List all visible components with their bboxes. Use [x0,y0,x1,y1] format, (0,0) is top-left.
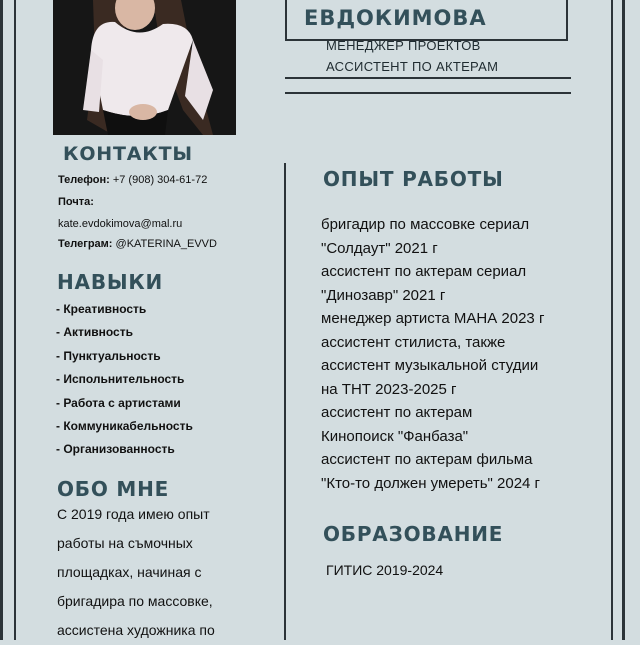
experience-line: на ТНТ 2023-2025 г [321,380,457,398]
role-title: АССИСТЕНТ ПО АКТЕРАМ [326,59,499,74]
divider [285,92,571,94]
experience-line: ассистент по актерам фильма [321,451,533,468]
telegram-value: @KATERINA_EVVD [115,238,217,250]
role-title: МЕНЕДЖЕР ПРОЕКТОВ [326,38,481,53]
frame-left-outer [0,0,3,640]
list-item: - Испольнительность [56,372,185,387]
column-divider [284,163,286,640]
profile-photo [53,0,236,135]
skills-heading: НАВЫКИ [57,270,164,294]
education-value: ГИТИС 2019-2024 [326,562,444,578]
list-item: - Пунктуальность [56,348,161,363]
education-heading: ОБРАЗОВАНИЕ [323,522,504,546]
about-line: бригадира по массовке, [57,593,213,609]
email-value: kate.evdokimova@mal.ru [58,218,183,230]
phone-line [58,174,207,186]
list-item: - Коммуникабельность [56,418,193,433]
list-item: - Организованность [56,442,175,457]
experience-line: бригадир по массовке сериал [321,216,530,233]
experience-line: ассистент стилиста, также [321,333,506,351]
experience-line: ассистент по актерам сериал [321,263,527,280]
email-label: Почта: [58,196,94,208]
experience-line: "Кто-то должен умереть" 2024 г [321,474,541,492]
experience-line: "Солдаут" 2021 г [321,239,438,257]
about-line: С 2019 года имею опыт [57,506,210,522]
experience-line: менеджер артиста МАНА 2023 г [321,310,545,327]
about-line: ассистена художника по [57,622,215,638]
experience-line: Кинопоиск "Фанбаза" [321,427,469,445]
frame-right-outer [622,0,625,640]
phone-value: +7 (908) 304-61-72 [112,174,208,186]
experience-line: "Динозавр" 2021 г [321,286,446,304]
experience-line: ассистент по актерам [321,404,473,421]
experience-heading: ОПЫТ РАБОТЫ [323,167,504,191]
experience-list [321,213,601,495]
email-line [58,218,182,230]
telegram-line [58,238,217,250]
telegram-label: Телеграм: [58,238,113,250]
phone-label: Телефон: [58,174,110,186]
about-text [57,500,247,645]
about-heading: ОБО МНЕ [57,477,170,501]
about-line: работы на съмочных [57,535,193,551]
skills-list [56,301,193,465]
list-item: - Работа с артистами [56,395,181,410]
list-item: - Активность [56,325,133,340]
frame-right-inner [611,0,613,640]
list-item: - Креативность [56,302,147,316]
contacts-heading: КОНТАКТЫ [63,143,193,165]
about-line: площадках, начиная с [57,564,202,580]
surname: ЕВДОКИМОВА [304,6,487,30]
frame-left-inner [14,0,16,640]
email-label-line [58,196,94,208]
experience-line: ассистент музыкальной студии [321,357,539,374]
divider [285,77,571,79]
